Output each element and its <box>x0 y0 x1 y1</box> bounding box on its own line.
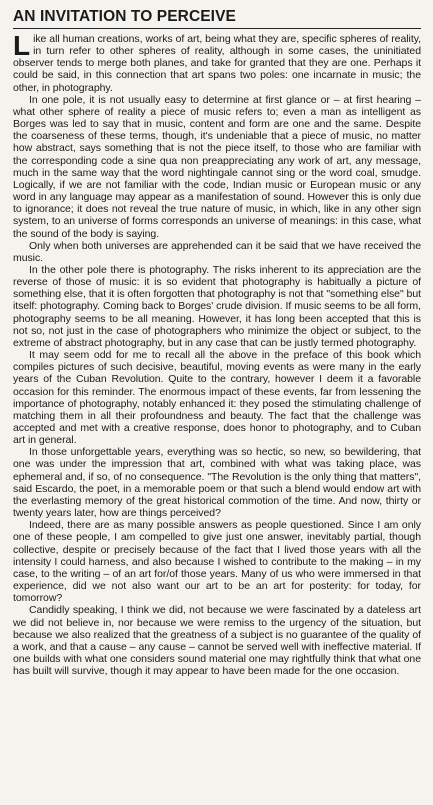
paragraph-6: In those unforgettable years, everything was so hectic, so new, so bewildering, that one was under the impression that art, combined with what was taking place, was ephemeral and, if so, of no consequence. "The Revolution is the only thing that matters", said Escardo, the poet, in a memorable poem or that such a blend would endow art with the everlasting memory of the great historical commotion of the time. And now, thirty or twenty years later, how are things perceived? <box>13 446 421 520</box>
paragraph-3: Only when both universes are apprehended can it be said that we have received the music. <box>13 239 421 264</box>
drop-cap: L <box>13 33 31 61</box>
paragraph-5: It may seem odd for me to recall all the above in the preface of this book which compiles pictures of such decisive, beautiful, moving events as were many in the early years of the Cuban Revolution. Quite to the contrary, however I deem it a favorable occasion for this reminder. The enormous impact of these events, far from lessening the importance of photography, notably enhanced it: they posed the stimulating challenge of matching them in all their profoundness and beauty. The fact that the challenge was accepted and met with a creative response, does honor to photography, and to Cuban art in general. <box>13 349 421 447</box>
title-rule <box>13 28 421 29</box>
paragraph-1 <box>13 33 421 94</box>
page-title: AN INVITATION TO PERCEIVE <box>13 8 236 25</box>
paragraph-8: Candidly speaking, I think we did, not because we were fascinated by a dateless art we did not believe in, nor because we were remiss to the urgency of the situation, but because we also realized that the greatness of a subject is no guarantee of the quality of a work, and that a cause – any cause – cannot be served well with ineffective material. If one builds with what one considers sound material one may rightfully think that what one has built will survive, though it may appear to have been made for the one occasion. <box>13 604 421 678</box>
paragraph-1-text: ike all human creations, works of art, being what they are, specific spheres of reality, in turn refer to other spheres of reality, although in some cases, the uninitiated observer tends to merge both planes, and take for granted that they are one. Perhaps it could be said, in this connection that art spans two poles: one incarnate in music; the other, in photography. <box>13 33 421 94</box>
article-body <box>13 33 421 805</box>
paragraph-4: In the other pole there is photography. The risks inherent to its appreciation are the reverse of those of music: it is so evident that photography is habitually a picture of something else, that it is often forgotten that photography is not that "something else" but itself: photography. Coming back to Borges' crude division. If music seems to be all form, photography seems to be all meaning. However, it has long been accepted that this is not so, not just in the case of photographers who minimize the object or subject, to the extreme of abstract photography, but in any case that can be justly termed photography. <box>13 263 421 349</box>
paragraph-7: Indeed, there are as many possible answers as people questioned. Since I am only one of these people, I am compelled to give just one answer, inevitably partial, though collective, despite or precisely because of the fact that I lived those years with all the intensity I could harness, and also because I wished to contribute to the making – in my case, to the writing – of an art for/of those years. Many of us who were immersed in that experience, did we not also want our art to be an art for posterity: for today, for tomorrow? <box>13 519 421 605</box>
paragraph-2: In one pole, it is not usually easy to determine at first glance or – at first hearing – what other sphere of reality a piece of music refers to; even a man as intelligent as Borges was led to say that in music, content and form are one and the same. Despite the coarseness of these terms, though, it's undeniable that a piece of music, no matter how abstract, says something that is not the piece itself, to those who are familiar with the corresponding code a sine qua non preappreciating any work of art, any message, much in the same way that the word nightingale cannot sing or the word coal, smudge. Logically, if we are not familiar with the code, Indian music or European music or any word in any language may appear as a manifestation of sound. However this is only due to ignorance; it does not reveal the true nature of music, in which, like in any other sign system, to an universe of forms corresponds an universe of meanings: in this case, what the sound of the body is saying. <box>13 93 421 240</box>
